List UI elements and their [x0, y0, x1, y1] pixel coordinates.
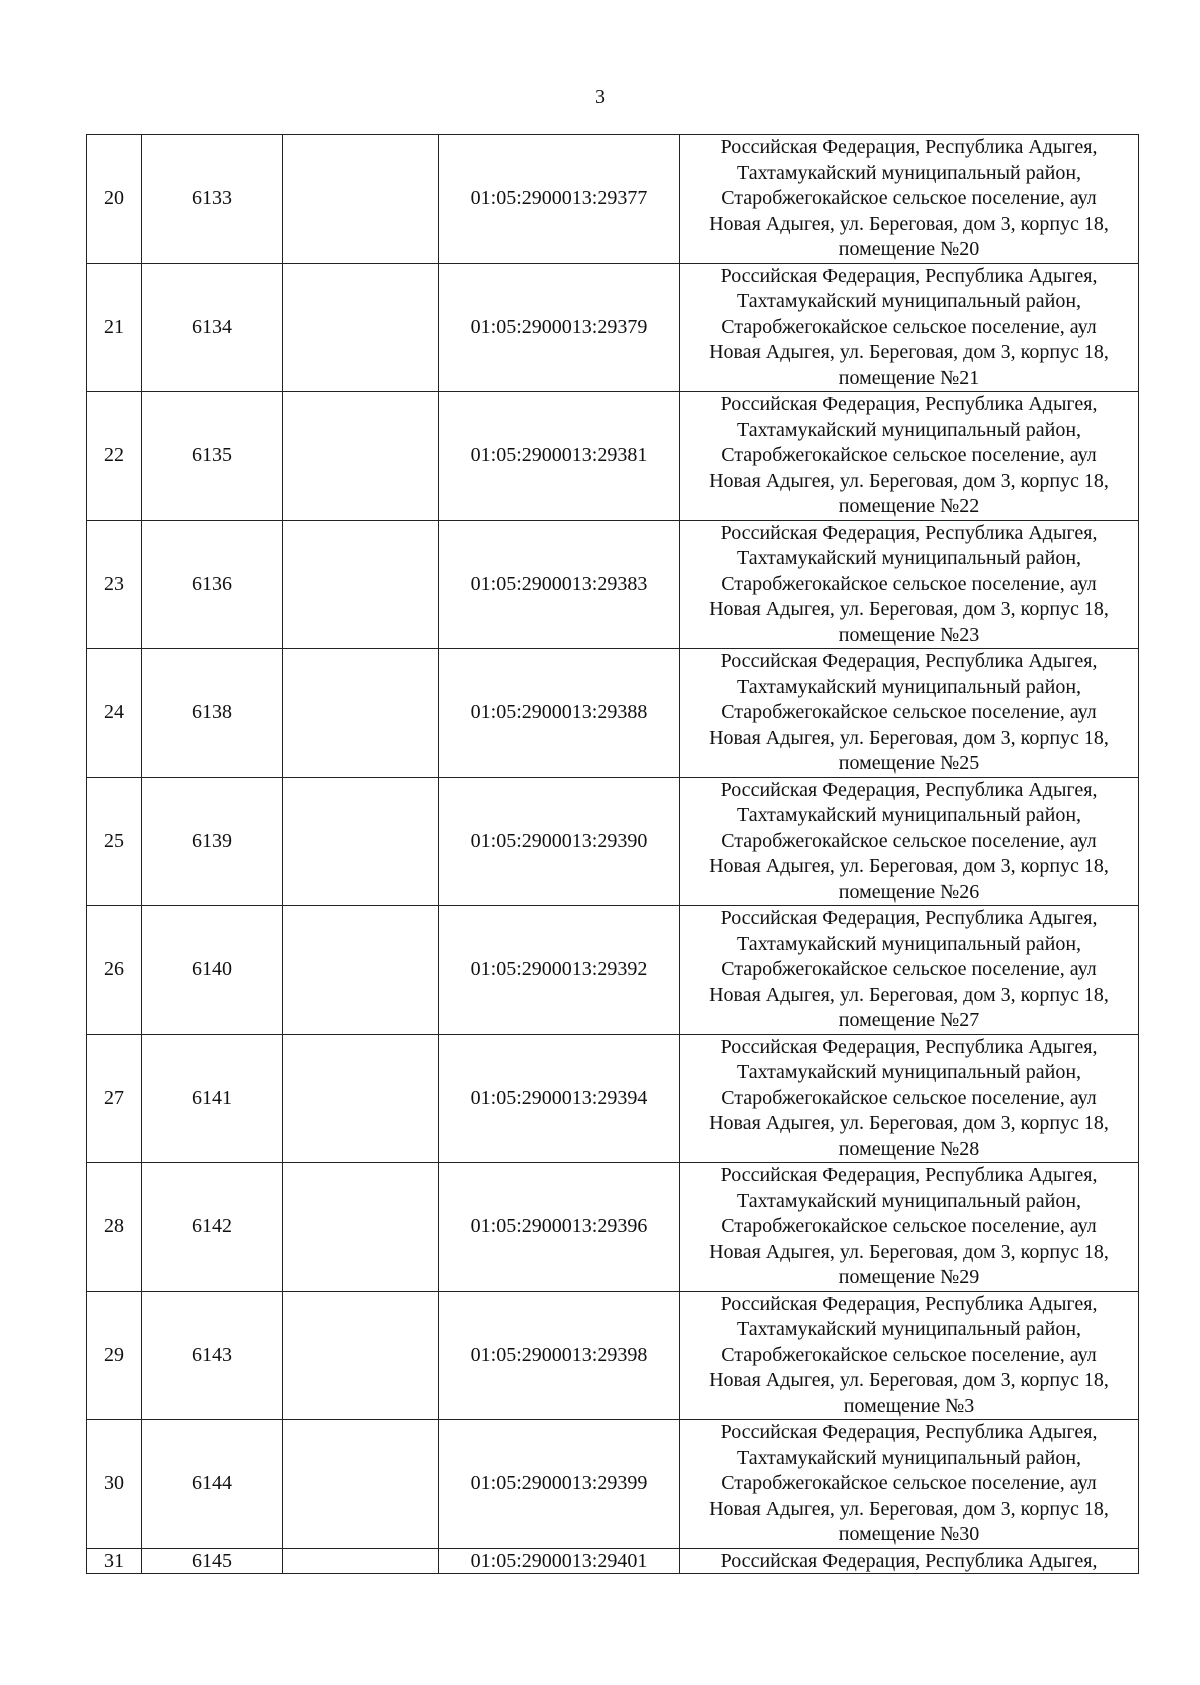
row-code: 6140: [142, 906, 283, 1035]
address-line: помещение №27: [838, 1009, 980, 1031]
address-line: Старобжегокайское сельское поселение, аул: [721, 829, 1097, 852]
row-address: [680, 1163, 1139, 1292]
row-address: [680, 649, 1139, 778]
address-line: Российская Федерация, Республика Адыгея,: [720, 907, 1098, 929]
row-address: [680, 906, 1139, 1035]
table-row: [87, 1420, 1139, 1549]
row-empty-cell: [283, 1548, 439, 1573]
address-line: Старобжегокайское сельское поселение, аул: [721, 1343, 1097, 1366]
row-empty-cell: [283, 1420, 439, 1549]
address-line: Старобжегокайское сельское поселение, аул: [721, 572, 1097, 595]
address-line: Российская Федерация, Республика Адыгея,: [720, 1164, 1098, 1186]
row-code: 6136: [142, 520, 283, 649]
row-code: 6144: [142, 1420, 283, 1549]
address-line: Тахтамукайский муниципальный район,: [736, 1061, 1082, 1083]
address-line: Старобжегокайское сельское поселение, аул: [721, 958, 1097, 980]
address-line: Российская Федерация, Республика Адыгея,: [720, 650, 1098, 672]
address-line: Тахтамукайский муниципальный район,: [736, 1318, 1082, 1340]
row-code: 6133: [142, 135, 283, 264]
row-cadastral-number: 01:05:2900013:29401: [439, 1548, 680, 1573]
address-line: Российская Федерация, Республика Адыгея,: [720, 521, 1098, 544]
row-cadastral-number: 01:05:2900013:29377: [439, 135, 680, 264]
address-line: помещение №21: [838, 366, 980, 389]
address-line: Тахтамукайский муниципальный район,: [736, 418, 1082, 441]
row-number: 20: [87, 135, 142, 264]
address-line: помещение №25: [838, 752, 980, 774]
address-line: Тахтамукайский муниципальный район,: [736, 161, 1082, 184]
table-row: [87, 649, 1139, 778]
row-cadastral-number: 01:05:2900013:29390: [439, 777, 680, 906]
row-empty-cell: [283, 1163, 439, 1292]
row-cadastral-number: 01:05:2900013:29396: [439, 1163, 680, 1292]
table-row: [87, 777, 1139, 906]
address-line: помещение №30: [838, 1523, 980, 1545]
row-cadastral-number: 01:05:2900013:29394: [439, 1034, 680, 1163]
row-number: 28: [87, 1163, 142, 1292]
address-line: Новая Адыгея, ул. Береговая, дом 3, корпус 18,: [709, 1112, 1109, 1134]
row-number: 27: [87, 1034, 142, 1163]
address-line: Российская Федерация, Республика Адыгея,: [720, 136, 1098, 158]
row-address: [680, 520, 1139, 649]
address-line: Старобжегокайское сельское поселение, аул: [721, 701, 1097, 723]
registry-table: [86, 134, 1139, 1574]
table-row: [87, 263, 1139, 392]
row-number: 29: [87, 1291, 142, 1420]
row-code: 6142: [142, 1163, 283, 1292]
table-row: [87, 906, 1139, 1035]
row-code: 6135: [142, 392, 283, 521]
row-empty-cell: [283, 906, 439, 1035]
row-cadastral-number: 01:05:2900013:29398: [439, 1291, 680, 1420]
row-number: 21: [87, 263, 142, 392]
address-line: Старобжегокайское сельское поселение, аул: [721, 444, 1097, 466]
row-address: [680, 1291, 1139, 1420]
row-address: [680, 1034, 1139, 1163]
row-empty-cell: [283, 135, 439, 264]
address-line: Старобжегокайское сельское поселение, аул: [721, 1215, 1097, 1237]
row-cadastral-number: 01:05:2900013:29392: [439, 906, 680, 1035]
address-line: помещение №20: [838, 238, 980, 260]
address-line: Новая Адыгея, ул. Береговая, дом 3, корпус 18,: [709, 1240, 1109, 1263]
row-number: 22: [87, 392, 142, 521]
row-empty-cell: [283, 392, 439, 521]
row-code: 6138: [142, 649, 283, 778]
address-line: Тахтамукайский муниципальный район,: [736, 1446, 1082, 1469]
row-empty-cell: [283, 777, 439, 906]
row-empty-cell: [283, 1034, 439, 1163]
row-number: 26: [87, 906, 142, 1035]
address-line: Российская Федерация, Республика Адыгея,: [720, 393, 1098, 415]
row-number: 31: [87, 1548, 142, 1573]
address-line: Новая Адыгея, ул. Береговая, дом 3, корпус 18,: [709, 1369, 1109, 1391]
table-row: [87, 1163, 1139, 1292]
row-number: 30: [87, 1420, 142, 1549]
address-line: помещение №22: [838, 495, 980, 517]
row-address: [680, 1420, 1139, 1549]
row-cadastral-number: 01:05:2900013:29379: [439, 263, 680, 392]
row-cadastral-number: 01:05:2900013:29381: [439, 392, 680, 521]
address-line: Российская Федерация, Республика Адыгея,: [720, 1035, 1098, 1058]
row-code: 6134: [142, 263, 283, 392]
address-line: Новая Адыгея, ул. Береговая, дом 3, корпус 18,: [709, 855, 1109, 877]
address-line: Новая Адыгея, ул. Береговая, дом 3, корпус 18,: [709, 598, 1109, 620]
row-address: [680, 1548, 1139, 1573]
address-line: Новая Адыгея, ул. Береговая, дом 3, корпус 18,: [709, 726, 1109, 749]
registry-table-body: [87, 135, 1139, 1574]
address-line: Новая Адыгея, ул. Береговая, дом 3, корпус 18,: [709, 1497, 1109, 1520]
address-line: Новая Адыгея, ул. Береговая, дом 3, корпус 18,: [709, 469, 1109, 492]
row-cadastral-number: 01:05:2900013:29399: [439, 1420, 680, 1549]
row-empty-cell: [283, 1291, 439, 1420]
table-row: [87, 1548, 1139, 1573]
address-line: Тахтамукайский муниципальный район,: [736, 804, 1082, 826]
address-line: помещение №29: [838, 1266, 980, 1288]
row-code: 6145: [142, 1548, 283, 1573]
table-row: [87, 1291, 1139, 1420]
row-address: [680, 263, 1139, 392]
row-code: 6139: [142, 777, 283, 906]
table-row: [87, 135, 1139, 264]
address-line: Российская Федерация, Республика Адыгея,: [720, 264, 1098, 287]
address-line: Старобжегокайское сельское поселение, аул: [721, 1086, 1097, 1109]
page-number: 3: [595, 86, 605, 108]
address-line: Старобжегокайское сельское поселение, аул: [721, 315, 1097, 338]
address-line: помещение №3: [843, 1394, 975, 1417]
row-address: [680, 135, 1139, 264]
row-code: 6141: [142, 1034, 283, 1163]
row-empty-cell: [283, 649, 439, 778]
row-number: 25: [87, 777, 142, 906]
row-address: [680, 392, 1139, 521]
table-row: [87, 1034, 1139, 1163]
row-number: 24: [87, 649, 142, 778]
address-line: Тахтамукайский муниципальный район,: [736, 290, 1082, 312]
address-line: Новая Адыгея, ул. Береговая, дом 3, корпус 18,: [709, 212, 1109, 235]
address-line: Тахтамукайский муниципальный район,: [736, 1189, 1082, 1212]
address-line: Российская Федерация, Республика Адыгея,: [720, 1292, 1098, 1315]
address-line: Новая Адыгея, ул. Береговая, дом 3, корпус 18,: [709, 983, 1109, 1006]
address-line: помещение №26: [838, 880, 980, 903]
address-line: Российская Федерация, Республика Адыгея,: [720, 778, 1098, 801]
address-line: Тахтамукайский муниципальный район,: [736, 675, 1082, 698]
address-line: Тахтамукайский муниципальный район,: [736, 547, 1082, 569]
address-line: Старобжегокайское сельское поселение, аул: [721, 187, 1097, 209]
row-cadastral-number: 01:05:2900013:29388: [439, 649, 680, 778]
address-line: Тахтамукайский муниципальный район,: [736, 932, 1082, 955]
address-line: Старобжегокайское сельское поселение, аул: [721, 1472, 1097, 1494]
address-line: Российская Федерация, Республика Адыгея,: [720, 1549, 1098, 1572]
address-line: Новая Адыгея, ул. Береговая, дом 3, корпус 18,: [709, 341, 1109, 363]
row-code: 6143: [142, 1291, 283, 1420]
row-address: [680, 777, 1139, 906]
row-number: 23: [87, 520, 142, 649]
row-empty-cell: [283, 520, 439, 649]
address-line: помещение №28: [838, 1137, 980, 1160]
table-row: [87, 520, 1139, 649]
address-line: помещение №23: [838, 623, 980, 646]
table-row: [87, 392, 1139, 521]
row-empty-cell: [283, 263, 439, 392]
row-cadastral-number: 01:05:2900013:29383: [439, 520, 680, 649]
address-line: Российская Федерация, Республика Адыгея,: [720, 1421, 1098, 1443]
